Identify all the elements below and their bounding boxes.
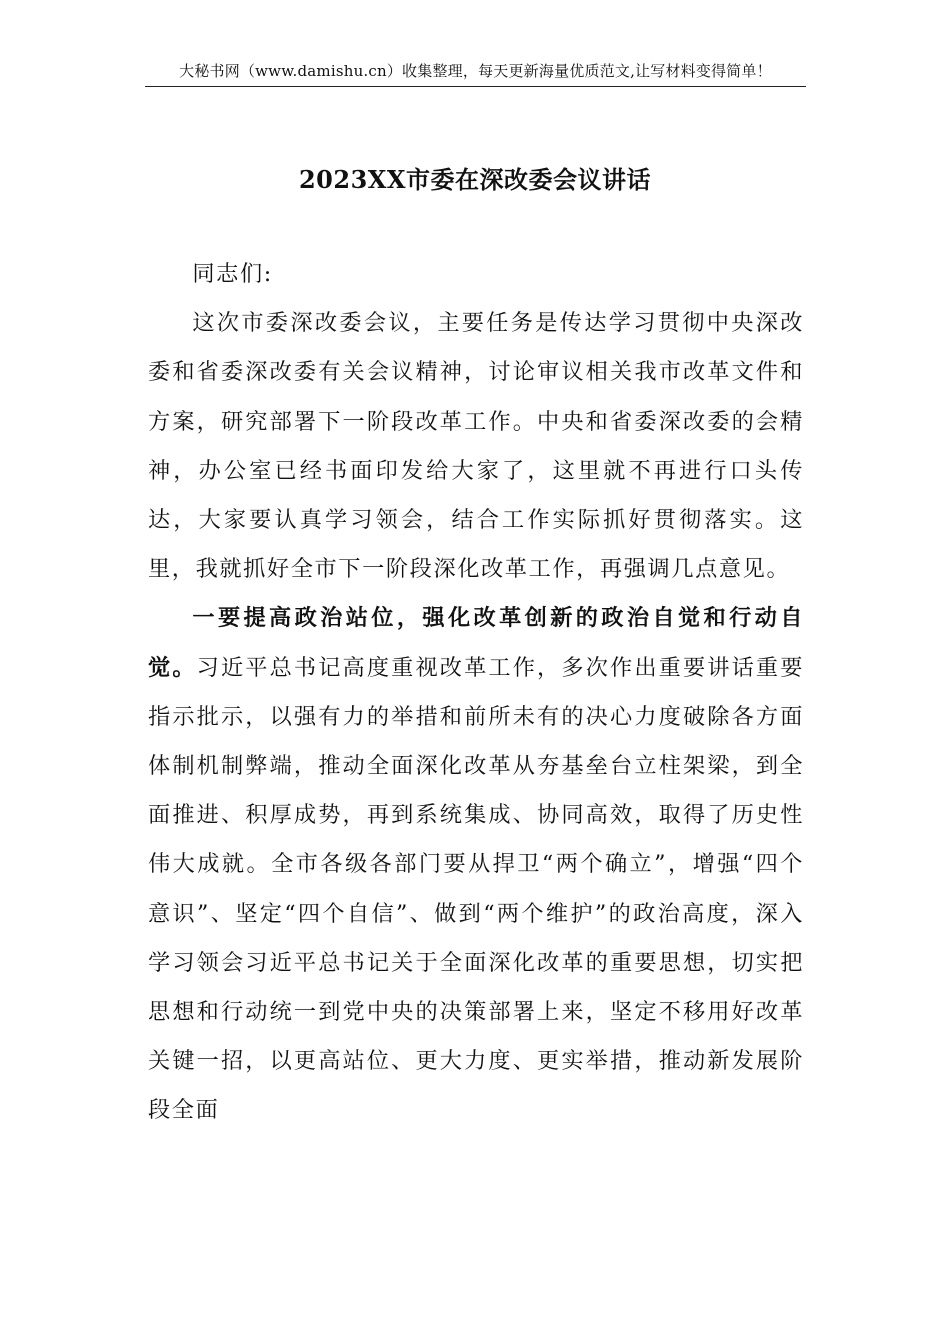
paragraph-text: 这次市委深改委会议，主要任务是传达学习贯彻中央深改委和省委深改委有关会议精神，讨论审议相关我市改革文件和方案，研究部署下一阶段改革工作。中央和省委深改委的会精神，办公室已经书面印发给大家了，这里就不再进行口头传达，大家要认真学习领会，结合工作实际抓好贯彻落实。这里，我就抓好全市下一阶段深化改革工作，再强调几点意见。 (148, 310, 804, 583)
salutation (148, 250, 804, 299)
page-header: 大秘书网（www.damishu.cn）收集整理，每天更新海量优质范文,让写材料变得简单！ (179, 62, 772, 80)
paragraph-point-one (148, 594, 804, 1135)
header-rule (145, 86, 806, 87)
paragraph-intro (148, 299, 804, 594)
document-title: 2023XX市委在深改委会议讲话 (298, 165, 652, 194)
point-heading: 一要提高政治站位，强化改革创新的政治自觉和行动自觉。 (148, 605, 804, 681)
salutation-text: 同志们: (192, 261, 273, 287)
paragraph-text: 习近平总书记高度重视改革工作，多次作出重要讲话重要指示批示，以强有力的举措和前所未有的决心力度破除各方面体制机制弊端，推动全面深化改革从夯基垒台立柱架梁，到全面推进、积厚成势，再到系统集成、协同高效，取得了历史性伟大成就。全市各级各部门要从捍卫“两个确立”，增强“四个意识”、坚定“四个自信”、做到“两个维护”的政治高度，深入学习领会习近平总书记关于全面深化改革的重要思想，切实把思想和行动统一到党中央的决策部署上来，坚定不移用好改革关键一招，以更高站位、更大力度、更实举措，推动新发展阶段全面 (148, 654, 805, 1124)
document-body (148, 250, 804, 1136)
